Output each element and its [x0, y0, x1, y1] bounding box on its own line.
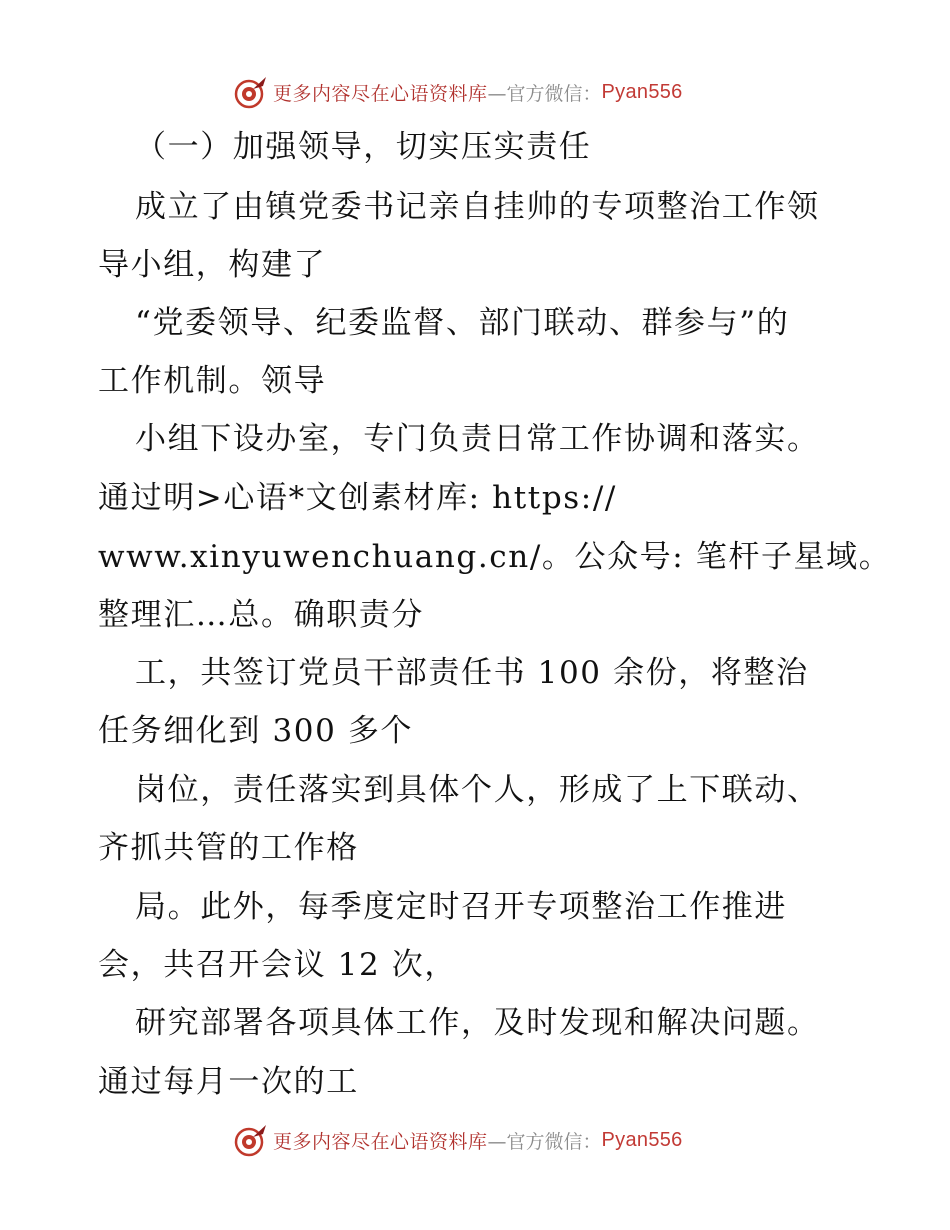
- text-line: www.xinyuwenchuang.cn/。公众号: 笔杆子星域。: [98, 539, 892, 575]
- text-line: 通过每月一次的工: [98, 1064, 359, 1100]
- text-line: 成立了由镇党委书记亲自挂帅的专项整治工作领: [135, 189, 820, 225]
- text-line: 任务细化到 300 多个: [98, 713, 414, 749]
- text-line: 小组下设办室，专门负责日常工作协调和落实。: [135, 421, 820, 457]
- section-heading: （一）加强领导，切实压实责任: [135, 129, 592, 165]
- text-line: 整理汇…总。确职责分: [98, 597, 424, 633]
- banner-separator: —官方微信：: [487, 82, 602, 105]
- text-line: 岗位，责任落实到具体个人，形成了上下联动、: [135, 772, 820, 808]
- text-line: 工作机制。领导: [98, 363, 327, 399]
- footer-banner: [0, 1120, 950, 1160]
- text-line: 工，共签订党员干部责任书 100 余份，将整治: [135, 655, 809, 691]
- text-line: 研究部署各项具体工作，及时发现和解决问题。: [135, 1005, 820, 1041]
- banner-wechat-id: Pyan556: [601, 1128, 683, 1151]
- text-line: 导小组，构建了: [98, 247, 327, 283]
- text-line: 局。此外，每季度定时召开专项整治工作推进: [135, 889, 787, 925]
- text-line: 会，共召开会议 12 次，: [98, 947, 457, 983]
- header-banner: [0, 72, 950, 112]
- text-line: “党委领导、纪委监督、部门联动、群参与”的: [135, 305, 790, 341]
- quill-pen-logo-icon: [233, 74, 269, 110]
- quill-pen-logo-icon: [233, 1122, 269, 1158]
- banner-wechat-id: Pyan556: [601, 80, 683, 103]
- banner-separator: —官方微信：: [487, 1130, 602, 1153]
- text-line: 通过明>心语*文创素材库: https://: [98, 480, 617, 516]
- text-line: 齐抓共管的工作格: [98, 830, 359, 866]
- banner-text: 更多内容尽在心语资料库: [273, 1130, 488, 1153]
- banner-text: 更多内容尽在心语资料库: [273, 82, 488, 105]
